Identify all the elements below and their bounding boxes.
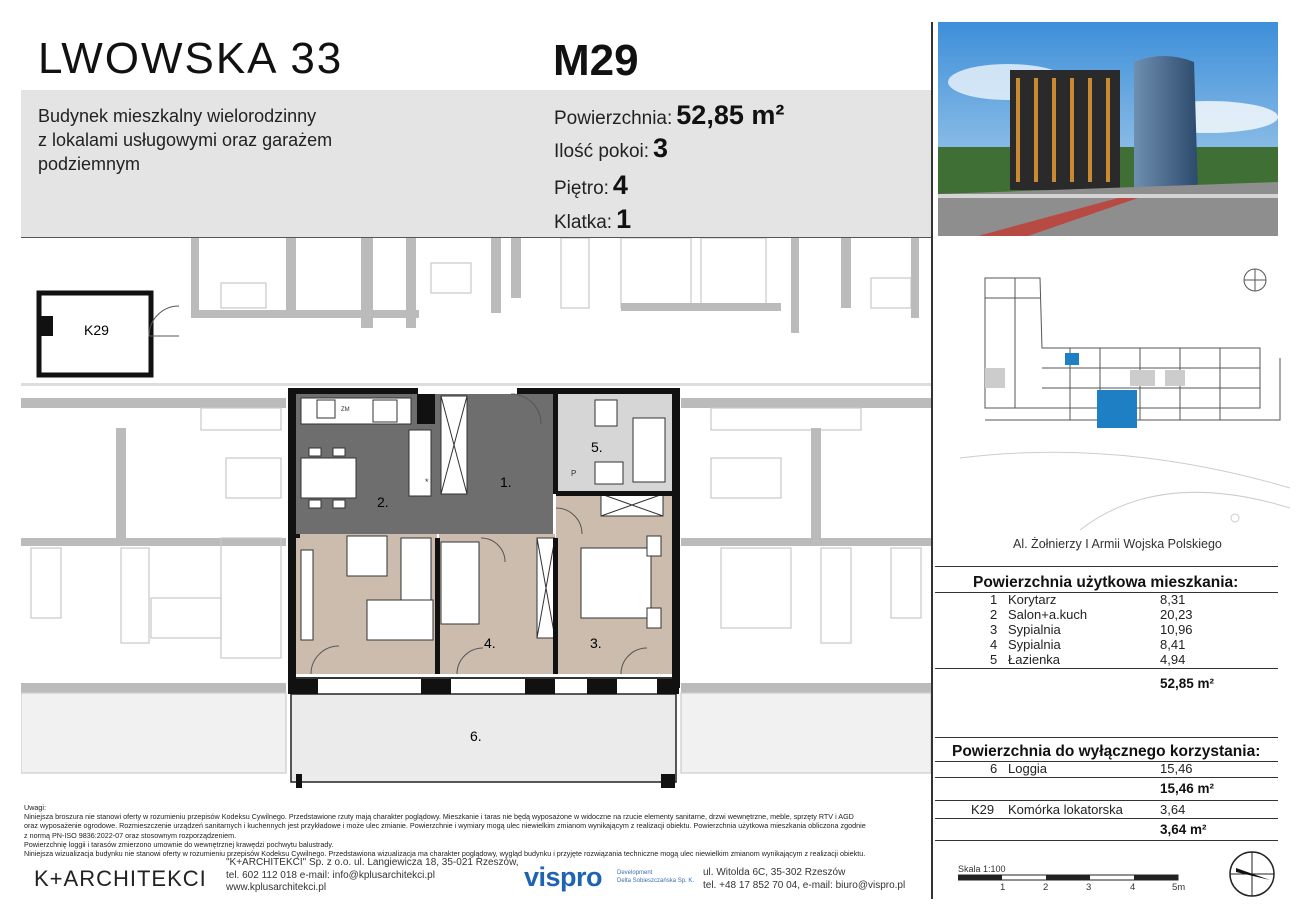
- area-label: Powierzchnia:: [554, 108, 673, 129]
- rooms-value: 3: [653, 133, 669, 163]
- scale-tick: 1: [1000, 882, 1006, 893]
- row-name: Sypialnia: [1008, 637, 1061, 652]
- building-visualization: [938, 22, 1278, 236]
- column-divider: [931, 22, 933, 899]
- row-no: K29: [971, 802, 995, 817]
- storage-label: K29: [84, 322, 109, 338]
- contact-line: tel. +48 17 852 70 04, e-mail: biuro@vispro.pl: [703, 879, 906, 891]
- divider: [935, 566, 1278, 567]
- developer-logo-subtitle: [617, 869, 694, 885]
- row-name: Komórka lokatorska: [1008, 802, 1123, 817]
- room-label-6: 6.: [470, 728, 482, 744]
- row-name: Salon+a.kuch: [1008, 607, 1088, 622]
- fridge-code: ZM: [341, 407, 350, 413]
- contact-line: "K+ARCHITEKCI" Sp. z o.o. ul. Langiewicza 18, 35-021 Rzeszów,: [226, 857, 519, 868]
- scale-tick: 3: [1086, 882, 1092, 893]
- staircase-label: Klatka:: [554, 212, 613, 233]
- rooms-info: [554, 133, 668, 164]
- row-no: 6: [990, 761, 998, 776]
- row-no: 2: [990, 607, 998, 622]
- street-label: Al. Żołnierzy I Armii Wojska Polskiego: [1013, 537, 1222, 551]
- room-label-5: 5.: [591, 439, 603, 455]
- row-value: 10,96: [1160, 622, 1193, 637]
- developer-contact: [703, 867, 905, 892]
- architect-logo: K+ARCHITEKCI: [34, 866, 207, 891]
- storage-unit-k29: [39, 293, 179, 375]
- scale-tick: 2: [1043, 882, 1049, 893]
- usable-area-table: [938, 592, 1278, 667]
- row-value: 3,64: [1160, 802, 1186, 817]
- row-no: 5: [990, 652, 998, 667]
- divider: [935, 737, 1278, 738]
- storage-total: 3,64 m²: [1160, 822, 1207, 837]
- loggia-floor: [291, 694, 676, 782]
- building-description: [38, 104, 458, 176]
- contact-line: ul. Witolda 6C, 35-302 Rzeszów: [703, 867, 846, 878]
- floor-info: [554, 170, 628, 201]
- note-line: Niniejsza wizualizacja budynku nie stanowi oferty w rozumieniu przepisów Kodeksu Cywilnego. Przedstawiona wizualizacja ma charakter poglądowy, wygląd budynku i przyjęte rozwiązania techniczne mogą ulec niewielkim zmianom wynikającym z realizacji obiektu.: [24, 849, 866, 859]
- staircase-info: [554, 204, 631, 235]
- table-row: [938, 637, 1278, 652]
- note-line: Uwagi:: [24, 803, 46, 812]
- project-title: LWOWSKA 33: [38, 34, 344, 83]
- area-value: 52,85 m²: [676, 100, 785, 130]
- scale-label: Skala 1:100: [958, 864, 1006, 874]
- row-value: 20,23: [1160, 607, 1193, 622]
- row-value: 8,41: [1160, 637, 1186, 652]
- row-no: 1: [990, 592, 998, 607]
- row-no: 3: [990, 622, 998, 637]
- divider: [935, 840, 1278, 841]
- storage-location-marker: [1065, 353, 1079, 365]
- table-row: [938, 761, 1278, 776]
- row-name: Łazienka: [1008, 652, 1061, 667]
- floor-label: Piętro:: [554, 178, 609, 199]
- apartment-location-marker: [1097, 390, 1137, 428]
- loggia-total: 15,46 m²: [1160, 781, 1215, 796]
- divider: [935, 777, 1278, 778]
- floor-value: 4: [612, 170, 628, 200]
- table-row: [938, 652, 1278, 667]
- usable-area-total: 52,85 m²: [1160, 676, 1215, 691]
- row-name: Korytarz: [1008, 592, 1057, 607]
- note-line: oraz wyposażenie ogrodowe. Rozmieszczenie urządzeń sanitarnych i kuchennych jest przykładowe i może ulec zmianie. Powierzchnie i wymiary mogą ulec niewielkim zmianom wynikającym z realizacji obiektu. Powierzchnia użytkowa mieszkania obliczona zgodnie: [24, 821, 866, 831]
- contact-line: tel. 602 112 018 e-mail: info@kplusarchitekci.pl: [226, 869, 435, 881]
- table-row: [938, 592, 1278, 607]
- apartment-code: M29: [553, 36, 639, 85]
- scale-bar: [958, 873, 1188, 883]
- scale-tick: 5m: [1172, 882, 1186, 893]
- table-row: [938, 802, 1278, 817]
- appliance-mark: *: [425, 477, 429, 487]
- room-label-3: 3.: [590, 635, 602, 651]
- description-line: z lokalami usługowymi oraz garażem: [38, 130, 333, 150]
- divider: [935, 800, 1278, 801]
- table-row: [938, 622, 1278, 637]
- bath-code: P: [571, 469, 577, 478]
- subtitle-line: Delta Sobieszczańska Sp. K.: [617, 878, 695, 884]
- row-value: 15,46: [1160, 761, 1193, 776]
- subtitle-line: Development: [617, 870, 653, 876]
- exclusive-area-title: Powierzchnia do wyłącznego korzystania:: [952, 743, 1261, 760]
- floor-plan: [21, 238, 931, 798]
- divider: [935, 818, 1278, 819]
- area-info: [554, 100, 784, 131]
- description-line: Budynek mieszkalny wielorodzinny: [38, 106, 317, 126]
- site-plan: [960, 258, 1290, 530]
- developer-logo: vispro: [524, 862, 603, 892]
- row-value: 8,31: [1160, 592, 1186, 607]
- row-value: 4,94: [1160, 652, 1186, 667]
- row-no: 4: [990, 637, 998, 652]
- disclaimer-notes: [24, 803, 929, 858]
- room-label-4: 4.: [484, 635, 496, 651]
- divider: [935, 668, 1278, 669]
- row-name: Loggia: [1008, 761, 1048, 776]
- usable-area-title: Powierzchnia użytkowa mieszkania:: [973, 574, 1239, 591]
- note-line: z normą PN-ISO 9836:2022-07 oraz stosownym rozporządzeniem.: [24, 830, 237, 840]
- table-row: [938, 607, 1278, 622]
- description-line: podziemnym: [38, 154, 141, 174]
- north-arrow-icon: [1226, 848, 1278, 900]
- note-line: Powierzchnię loggii i tarasów zmierzono umownie do wewnętrznej krawędzi pochwytu balustrady.: [24, 839, 334, 849]
- staircase-value: 1: [616, 204, 632, 234]
- architect-contact: [226, 857, 519, 895]
- contact-line: www.kplusarchitekci.pl: [226, 882, 327, 893]
- room-label-2: 2.: [377, 494, 389, 510]
- rooms-label: Ilość pokoi:: [554, 141, 650, 162]
- room-label-1: 1.: [500, 474, 512, 490]
- row-name: Sypialnia: [1008, 622, 1061, 637]
- note-line: Niniejsza broszura nie stanowi oferty w rozumieniu przepisów Kodeksu Cywilnego. Przedstawione rzuty mają charakter poglądowy. Mieszkanie i taras nie będą wyposażone w widoczne na rzucie elementy sanitarne, drzwi wewnętrzne, meble, sprzęty RTV i AGD: [24, 812, 854, 822]
- scale-tick: 4: [1130, 882, 1136, 893]
